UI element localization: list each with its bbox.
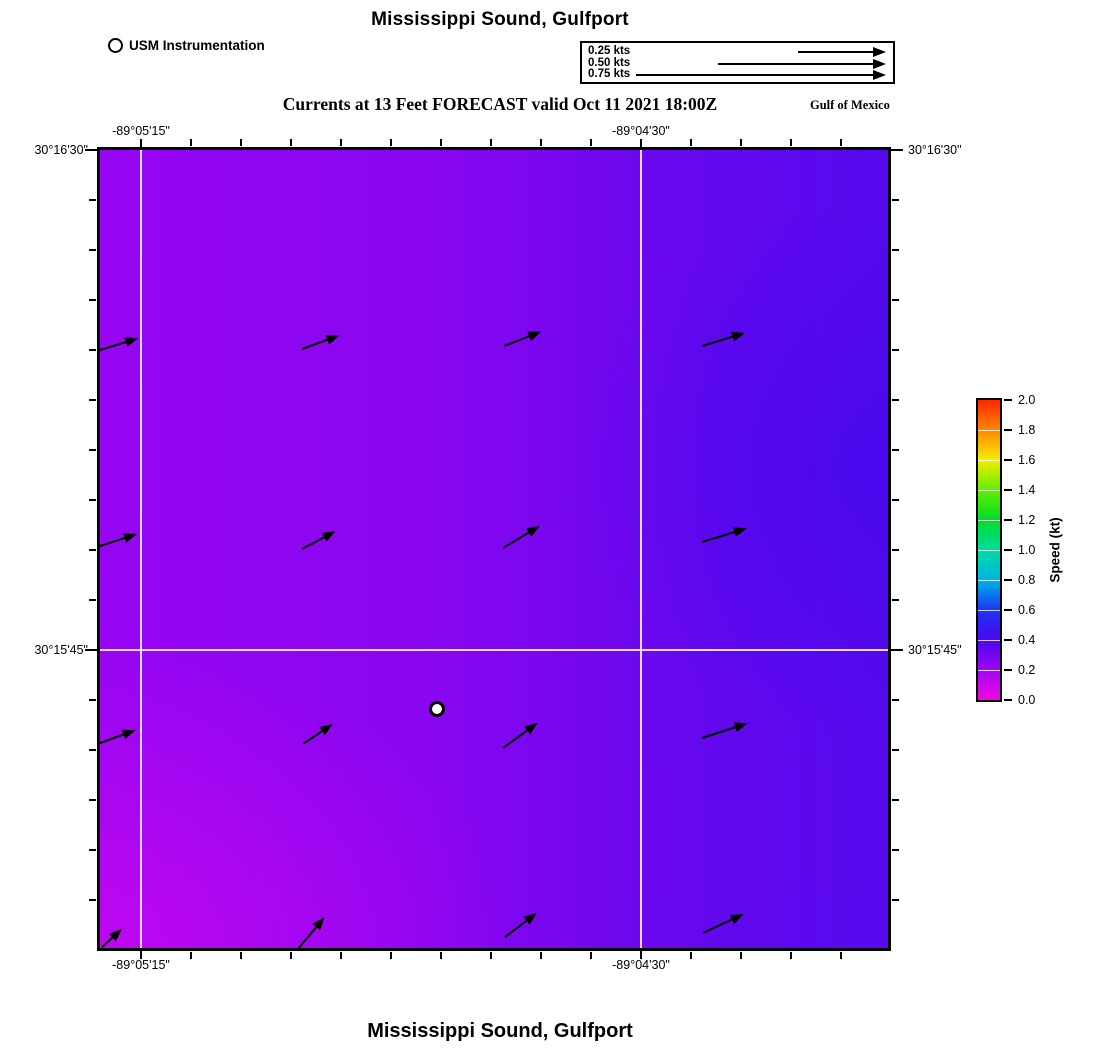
colorbar-tick-mark [1004,609,1012,611]
colorbar-gridline [978,490,1000,492]
current-vector [100,534,137,546]
colorbar-tick-label: 0.2 [1018,663,1036,677]
tick-mark [440,139,442,146]
tick-mark [892,449,899,451]
arrow-shaft [798,51,876,53]
colorbar-gridline [978,550,1000,552]
tick-mark [89,599,96,601]
tick-mark [89,349,96,351]
arrow-shaft [702,530,738,543]
tick-mark [892,849,899,851]
current-vector [100,730,136,743]
colorbar-title: Speed (kt) [1047,517,1063,583]
tick-mark [89,899,96,901]
tick-mark [891,649,903,651]
tick-mark [290,952,292,959]
colorbar-gridline [978,520,1000,522]
arrow-shaft [636,74,876,76]
arrow-shaft [302,338,331,350]
tick-mark [892,549,899,551]
tick-mark [891,149,903,151]
footer-title: Mississippi Sound, Gulfport [367,1020,633,1042]
current-vector [302,531,336,549]
colorbar-gridline [978,580,1000,582]
tick-mark [540,139,542,146]
colorbar-tick-mark [1004,489,1012,491]
instrument-legend-label: USM Instrumentation [129,37,265,53]
tick-mark [892,199,899,201]
tick-mark [690,139,692,146]
colorbar-tick-label: 1.8 [1018,423,1036,437]
tick-mark [892,349,899,351]
arrow-shaft [702,725,739,739]
tick-mark [240,139,242,146]
tick-mark [892,499,899,501]
current-vector [303,724,333,744]
station-marker [429,701,445,717]
tick-mark [590,139,592,146]
arrowhead-icon [873,59,886,69]
vector-scale-legend [580,41,895,84]
scale-legend-label: 0.25 kts [588,45,631,57]
arrowhead-icon [873,70,886,80]
arrow-shaft [504,334,533,347]
tick-mark [892,299,899,301]
current-vector [100,338,138,350]
tick-mark [89,799,96,801]
colorbar-tick-mark [1004,549,1012,551]
axis-label-bottom: -89°05'15" [112,958,170,972]
colorbar-tick-mark [1004,699,1012,701]
scale-legend-label: 0.75 kts [588,68,631,80]
colorbar-tick-mark [1004,669,1012,671]
tick-mark [89,299,96,301]
tick-mark [240,952,242,959]
current-vector [702,723,748,738]
colorbar-tick-label: 1.2 [1018,513,1036,527]
current-vector [503,526,540,548]
axis-label-right: 30°15'45" [908,643,962,657]
tick-mark [89,549,96,551]
forecast-subtitle: Currents at 13 Feet FORECAST valid Oct 11 2021 18:00Z [282,94,718,114]
tick-mark [89,699,96,701]
current-vector [503,723,538,748]
tick-mark [340,139,342,146]
tick-mark [340,952,342,959]
arrow-shaft [502,728,530,749]
axis-label-left: 30°15'45" [34,643,88,657]
colorbar-tick-label: 1.4 [1018,483,1036,497]
tick-mark [89,199,96,201]
arrowhead-icon [526,522,542,537]
current-vector [702,333,745,346]
arrow-shaft [100,340,129,351]
arrowhead-icon [319,720,335,736]
axis-label-bottom: -89°04'30" [612,958,670,972]
colorbar-tick-mark [1004,639,1012,641]
station-marker-icon [108,38,123,53]
arrowhead-icon [733,523,748,536]
colorbar-gridline [978,610,1000,612]
arrowhead-icon [123,529,138,543]
colorbar-gridline [978,460,1000,462]
arrowhead-icon [730,909,746,924]
colorbar-tick-label: 0.4 [1018,633,1036,647]
tick-mark [840,139,842,146]
gridline-horizontal [100,649,888,651]
gridline-vertical [140,150,142,948]
map-border [97,147,891,951]
arrow-shaft [703,917,736,934]
tick-mark [740,139,742,146]
current-vector [504,332,541,346]
arrowhead-icon [122,725,138,739]
colorbar-tick-mark [1004,519,1012,521]
tick-mark [892,599,899,601]
colorbar-tick-mark [1004,579,1012,581]
tick-mark [390,952,392,959]
arrowhead-icon [731,328,746,341]
tick-mark [892,399,899,401]
arrow-shaft [504,918,529,938]
colorbar-tick-label: 0.6 [1018,603,1036,617]
axis-label-top: -89°05'15" [112,124,170,138]
tick-mark [490,952,492,959]
colorbar-gridline [978,430,1000,432]
tick-mark [190,139,192,146]
arrowhead-icon [734,718,749,732]
map-area [100,150,888,948]
colorbar-tick-label: 1.6 [1018,453,1036,467]
colorbar-tick-label: 0.0 [1018,693,1036,707]
tick-mark [740,952,742,959]
axis-label-right: 30°16'30" [908,143,962,157]
current-vector [702,528,747,542]
colorbar-gridline [978,640,1000,642]
current-vector [703,914,744,933]
arrowhead-icon [124,334,139,347]
current-vector [302,335,340,349]
tick-mark [490,139,492,146]
arrow-shaft [502,530,531,549]
colorbar-tick-mark [1004,459,1012,461]
colorbar-tick-label: 2.0 [1018,393,1036,407]
arrowhead-icon [322,527,338,542]
tick-mark [892,799,899,801]
tick-mark [892,749,899,751]
tick-mark [892,899,899,901]
tick-mark [190,952,192,959]
current-vector [102,929,122,947]
tick-mark [892,249,899,251]
tick-mark [140,139,142,147]
region-label: Gulf of Mexico [810,98,890,112]
colorbar-tick-mark [1004,399,1012,401]
tick-mark [390,139,392,146]
axis-label-top: -89°04'30" [612,124,670,138]
arrowhead-icon [527,327,543,341]
tick-mark [89,449,96,451]
colorbar-tick-mark [1004,429,1012,431]
colorbar [978,400,1000,700]
current-vector [297,917,325,950]
instrument-legend [108,36,265,54]
arrow-shaft [296,924,319,951]
arrowhead-icon [326,331,342,345]
tick-mark [89,749,96,751]
tick-mark [89,399,96,401]
tick-mark [790,952,792,959]
arrowhead-icon [873,47,886,57]
tick-mark [89,499,96,501]
scale-legend-label: 0.50 kts [588,56,631,69]
tick-mark [440,952,442,959]
tick-mark [840,952,842,959]
axis-label-left: 30°16'30" [34,143,88,157]
tick-mark [590,952,592,959]
current-vector [505,913,537,937]
colorbar-tick-label: 0.8 [1018,573,1036,587]
tick-mark [640,139,642,147]
tick-mark [690,952,692,959]
arrow-shaft [718,63,876,65]
colorbar-gridline [978,670,1000,672]
tick-mark [892,699,899,701]
arrow-shaft [702,335,736,347]
colorbar-tick-label: 1.0 [1018,543,1036,557]
page-title: Mississippi Sound, Gulfport [371,9,629,30]
tick-mark [290,139,292,146]
tick-mark [89,249,96,251]
tick-mark [540,952,542,959]
gridline-vertical [640,150,642,948]
tick-mark [89,849,96,851]
tick-mark [790,139,792,146]
arrowhead-icon [524,719,540,735]
